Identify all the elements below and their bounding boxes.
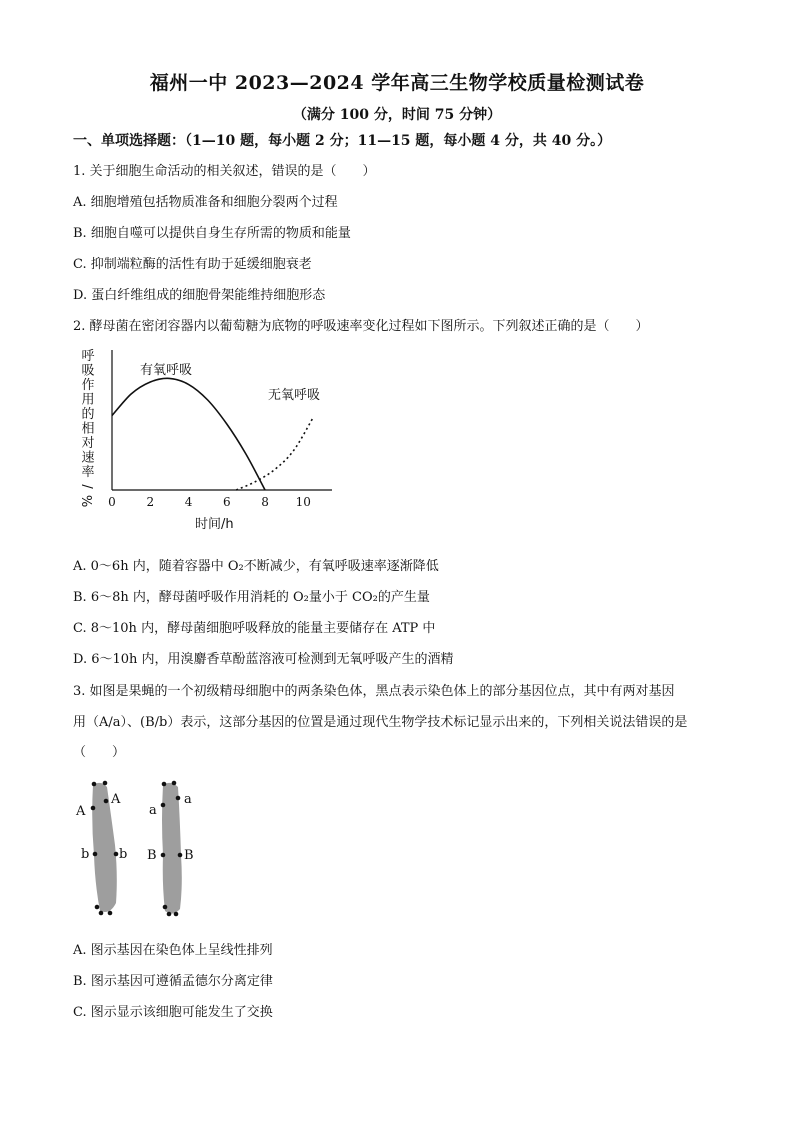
question-3-option-b: B. 图示基因可遵循孟德尔分离定律	[73, 974, 273, 989]
y-label-char: 的	[81, 407, 95, 422]
gene-label-left-2: A	[111, 792, 121, 807]
question-3-option-c: C. 图示显示该细胞可能发生了交换	[73, 1005, 273, 1020]
x-tick-label: 2	[146, 495, 155, 509]
anaerobic-series-label: 无氧呼吸	[268, 388, 321, 403]
gene-label-left-4: b	[119, 847, 128, 862]
question-1-option-a: A. 细胞增殖包括物质准备和细胞分裂两个过程	[73, 195, 338, 210]
question-1-option-b: B. 细胞自噬可以提供自身生存所需的物质和能量	[73, 226, 351, 241]
x-tick-label: 10	[295, 495, 311, 509]
x-axis-label: 时间/h	[195, 517, 234, 532]
question-3-stem-line-3: （ ）	[73, 745, 126, 760]
gene-label-right-2: a	[184, 792, 192, 807]
x-tick-label: 0	[108, 495, 116, 509]
question-2-stem: 2. 酵母菌在密闭容器内以葡萄糖为底物的呼吸速率变化过程如下图所示。下列叙述正确的是（ ）	[73, 319, 649, 334]
x-tick-labels	[108, 495, 311, 509]
gene-label-right-3: B	[147, 848, 157, 863]
question-2-option-d: D. 6～10h 内，用溴麝香草酚蓝溶液可检测到无氧呼吸产生的酒精	[73, 652, 454, 667]
gene-label-right-1: a	[149, 803, 157, 818]
question-2-option-b: B. 6～8h 内，酵母菌呼吸作用消耗的 O₂量小于 CO₂的产生量	[73, 590, 430, 605]
gene-label-right-4: B	[184, 848, 194, 863]
question-1-option-c: C. 抑制端粒酶的活性有助于延缓细胞衰老	[73, 257, 312, 272]
chromosome-figure	[70, 775, 210, 925]
x-tick-label: 6	[222, 495, 231, 509]
exam-subtitle: （满分 100 分，时间 75 分钟）	[292, 107, 502, 123]
y-label-char: 对	[81, 436, 95, 451]
y-label-char: 呼	[81, 349, 95, 364]
x-tick-label: 8	[261, 495, 269, 509]
question-3-stem-line-2: 用（A/a）、(B/b）表示，这部分基因的位置是通过现代生物学技术标记显示出来的，下列相关说法错误的是	[73, 715, 688, 730]
section-heading: 一、单项选择题：（1—10 题，每小题 2 分；11—15 题，每小题 4 分，共 40 分。）	[73, 133, 612, 149]
question-3-option-a: A. 图示基因在染色体上呈线性排列	[73, 943, 273, 958]
exam-title: 福州一中 2023—2024 学年高三生物学校质量检测试卷	[149, 72, 645, 94]
y-axis-label	[81, 349, 96, 507]
y-label-char: 相	[81, 421, 95, 437]
y-label-char: 吸	[81, 363, 95, 379]
gene-label-left-1: A	[76, 804, 86, 819]
x-tick-label: 4	[184, 495, 193, 509]
chromosome-right	[162, 783, 182, 914]
aerobic-respiration-line	[112, 378, 265, 490]
aerobic-series-label: 有氧呼吸	[140, 363, 193, 378]
y-label-char: 用	[81, 392, 95, 408]
y-label-char: %	[81, 494, 96, 508]
anaerobic-respiration-line	[236, 418, 313, 490]
question-1-stem: 1. 关于细胞生命活动的相关叙述，错误的是（ ）	[73, 164, 376, 179]
question-2-option-a: A. 0～6h 内，随着容器中 O₂不断减少，有氧呼吸速率逐渐降低	[73, 559, 439, 574]
y-label-char: 作	[81, 378, 95, 393]
y-label-char: 速	[81, 450, 95, 466]
y-label-char: 率	[81, 465, 95, 480]
y-label-char: /	[81, 484, 96, 489]
respiration-rate-chart	[70, 340, 350, 540]
question-3-stem-line-1: 3. 如图是果蝇的一个初级精母细胞中的两条染色体，黑点表示染色体上的部分基因位点，其中有两对基因	[73, 684, 675, 699]
gene-label-left-3: b	[81, 847, 90, 862]
question-2-option-c: C. 8～10h 内，酵母菌细胞呼吸释放的能量主要储存在 ATP 中	[73, 621, 436, 636]
question-1-option-d: D. 蛋白纤维组成的细胞骨架能维持细胞形态	[73, 288, 326, 303]
